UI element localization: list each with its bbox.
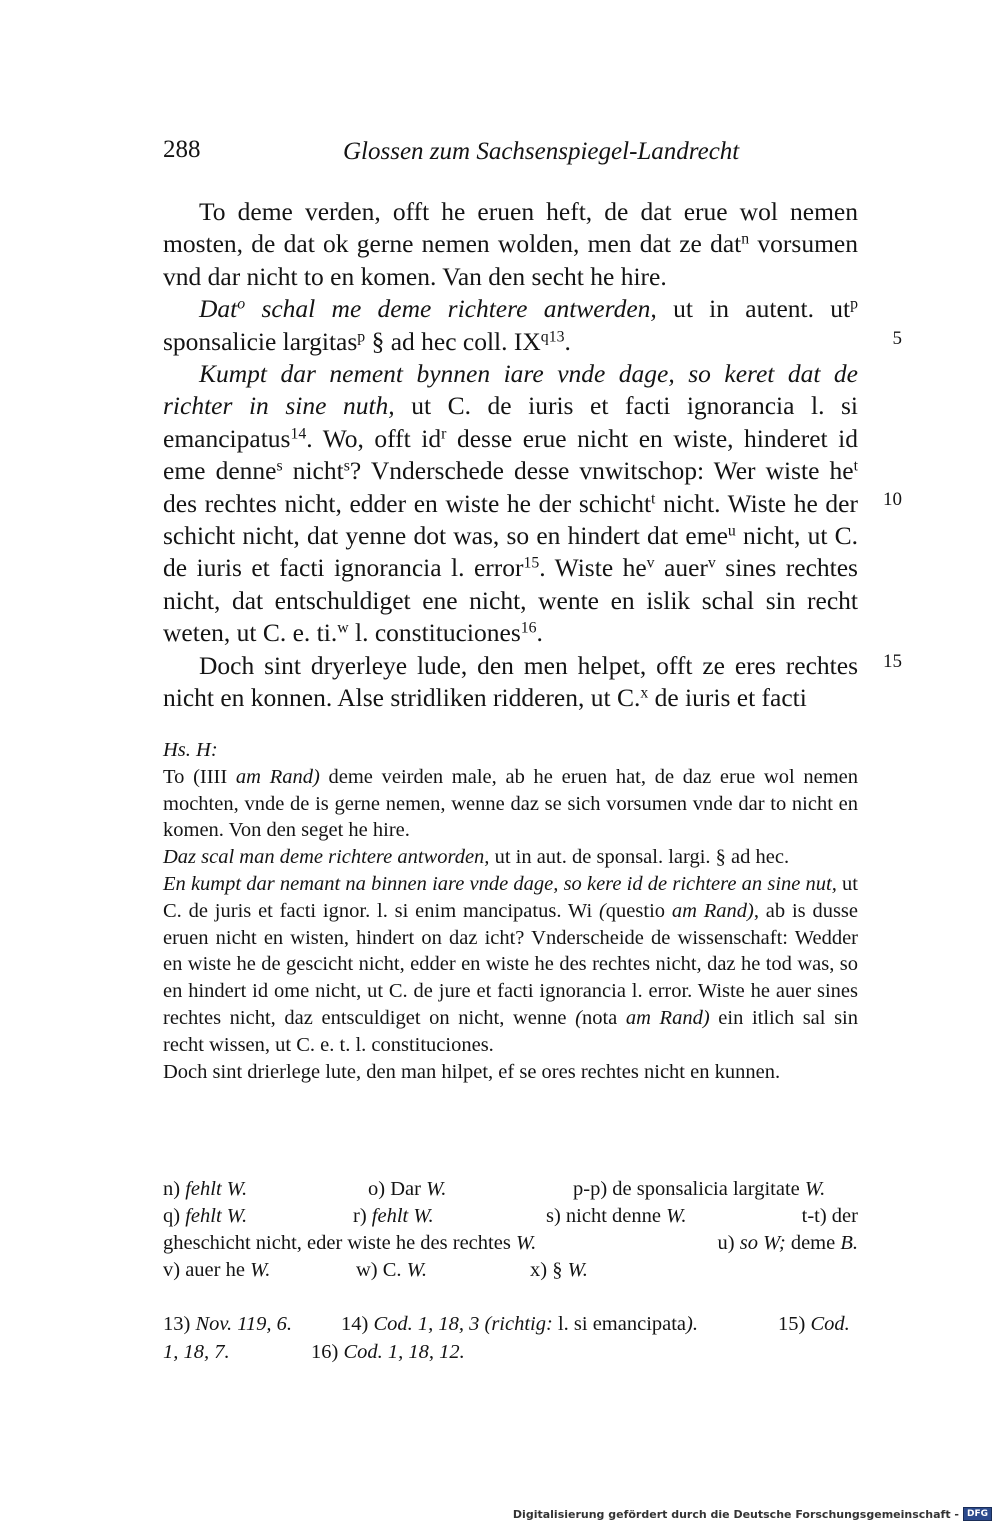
source-note: 13) Nov. 119, 6. [163,1313,293,1335]
source-note: 14) Cod. 1, 18, 3 (richtig: l. si emancipata). [341,1313,698,1335]
apparatus-entry: p-p) de sponsalicia largitate W. [573,1178,826,1200]
running-title: Glossen zum Sachsenspiegel-Landrecht [343,138,740,165]
paragraph: Doch sint dryerleye lude, den men helpet, offt ze eres rechtes nicht en konnen. Alse stridliken ridderen, ut C.$^x$ de iuris et facti [163,650,858,713]
variant-paragraph: En kumpt dar nemant na binnen iare vnde dage, so kere id de richtere an sine nut, ut C. de juris et facti ignor. l. si enim mancipatus. Wi (questio am Rand), ab is dusse eruen nicht en wisten, hindert on daz icht? Vnderscheide de wissenschaft: Wedder en wiste he de gescicht nicht, edder en wiste he des rechtes nicht, daz he tod was, so en hindert id ome nicht, ut C. de jure et facti ignorancia l. error. Wiste he auer sines rechtes nicht, daz entsculdiget on nicht, wenne (nota am Rand) ein itlich sal sin recht wissen, ut C. e. t. l. constituciones. [163,872,859,1056]
main-text [163,196,858,715]
apparatus-entry: o) Dar W. [368,1178,447,1200]
paragraph: Dat$^o$ schal me deme richtere antwerden, ut in autent. $ut^p$ sponsalicie largitas$^p$ § ad hec coll. $IX^{q13}$. [163,294,858,356]
variant-paragraph: Daz scal man deme richtere antworden, ut in aut. de sponsal. largi. § ad hec. [163,846,790,869]
footer-text: Digitalisierung gefördert durch die Deutsche Forschungsgemeinschaft - [512,1507,959,1521]
line-number: 5 [892,328,902,349]
variant-paragraph: Doch sint drierlege lute, den man hilpet, ef se ores rechtes nicht en kunnen. [163,1060,781,1083]
variant-paragraph: To (IIII am Rand) deme veirden male, ab he eruen hat, de daz erue wol nemen mochten, vnde de is gerne nemen, wenne daz se sich vorsumen vnde dar to nicht en komen. Von den seget he hire. [163,765,859,842]
page-number: 288 [163,136,201,163]
apparatus-entry: v) auer he W. [163,1259,271,1281]
source-note: 16) Cod. 1, 18, 12. [311,1341,465,1363]
apparatus-entry: gheschicht nicht, eder wiste he des rechtes W. [163,1232,537,1254]
paragraph: To deme verden, offt he eruen heft, de dat erue wol nemen mosten, de dat ok gerne nemen wolden, men dat ze dat$^n$ vorsumen vnd dar nicht to en komen. Van den secht he hire. [163,197,858,291]
apparatus-entry: x) § W. [530,1259,588,1281]
source-note: 15) Cod. [778,1313,850,1335]
apparatus-entry: q) fehlt W. [163,1205,248,1227]
apparatus-entry: s) nicht denne W. [546,1205,687,1227]
apparatus-entry: t-t) der [801,1205,858,1227]
digitization-footer [513,1507,992,1521]
line-number: 15 [883,651,902,672]
manuscript-variant [163,737,858,1085]
line-number: 10 [883,489,902,510]
source-note: 1, 18, 7. [163,1341,230,1363]
apparatus-entry: n) fehlt W. [163,1178,248,1200]
apparatus-entry: w) C. W. [356,1259,428,1281]
apparatus-entry: r) fehlt W. [353,1205,434,1227]
paragraph: Kumpt dar nement bynnen iare vnde dage, so keret dat de richter in sine nuth, ut C. de iuris et facti ignorancia l. si emancipatus$^{14}$. Wo, offt $id^r$ desse erue nicht en wiste, hinderet id eme denne$^s$ nicht$^s$? Vnderschede desse vnwitschop: Wer wiste $he^t$ des rechtes nicht, edder en wiste he der schicht$^t$ nicht. Wiste he der schicht nicht, dat yenne dot was, so en hindert dat eme$^u$ nicht, ut C. de iuris et facti ignorancia l. error$^{15}$. Wiste $he^v$ auer$^v$ sines rechtes nicht, dat entschuldiget ene nicht, wente en islik schal sin recht weten, ut C. e. ti.$^w$ l. constituciones$^{16}$. [163,359,858,648]
variant-label: Hs. H: [163,739,218,761]
critical-apparatus [163,1176,858,1284]
dfg-logo: DFG [963,1507,992,1521]
running-header [163,136,863,176]
apparatus-entry: u) so W; deme B. [717,1232,858,1254]
source-notes [163,1310,858,1366]
